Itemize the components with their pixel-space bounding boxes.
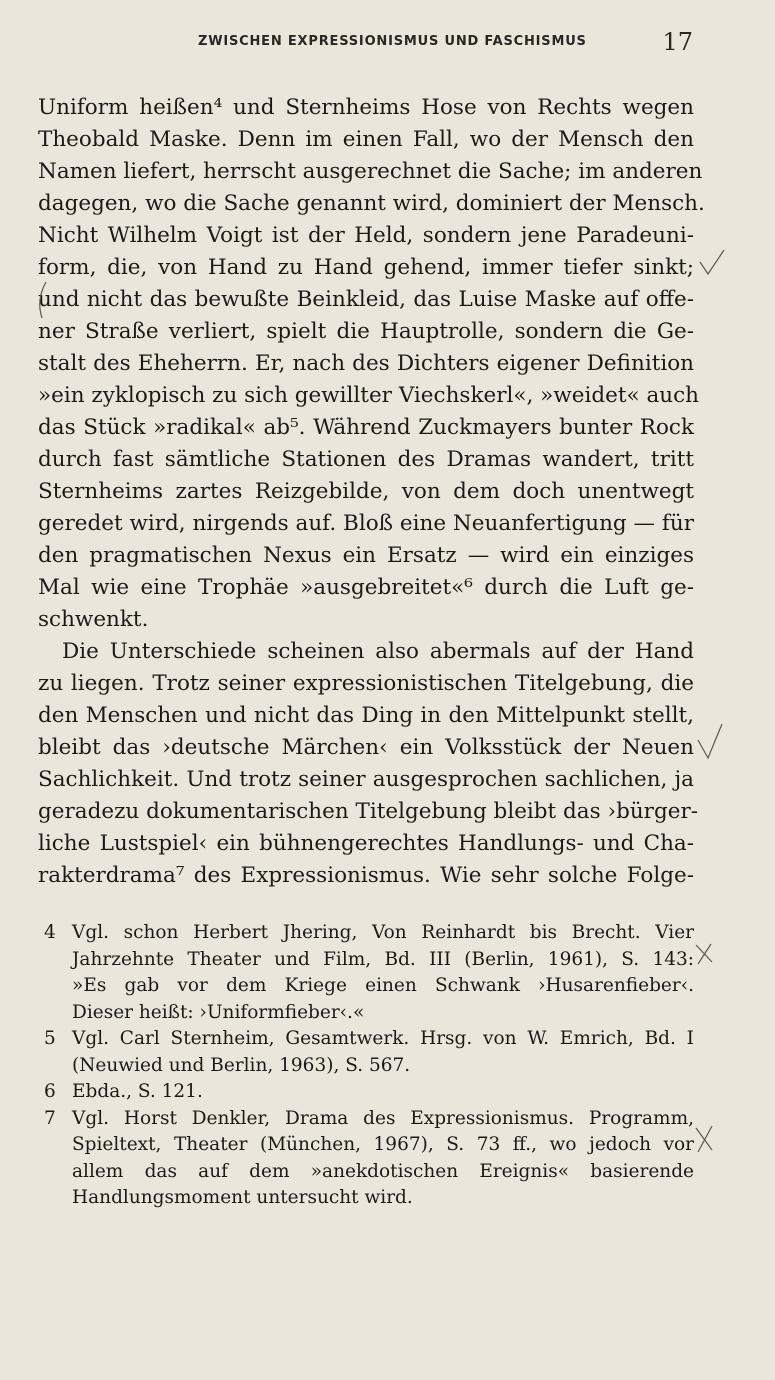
footnote-number: 7 [44, 1107, 56, 1129]
body-line: und nicht das bewußte Beinkleid, das Luise Maske auf offe- [38, 287, 694, 312]
page-header [38, 28, 693, 56]
footnote [44, 1106, 694, 1212]
body-line: ner Straße verliert, spielt die Hauptrolle, sondern die Ge- [38, 319, 694, 344]
body-line: den pragmatischen Nexus ein Ersatz — wird ein einziges [38, 543, 694, 568]
footnote-line: Ebda., S. 121. [72, 1081, 203, 1102]
body-text [38, 92, 705, 892]
body-line: liche Lustspiel‹ ein bühnengerechtes Handlungs- und Cha- [38, 831, 694, 856]
body-line: geredet wird, nirgends auf. Bloß eine Neuanfertigung — für [38, 511, 694, 536]
body-line: schwenkt. [38, 607, 149, 632]
body-line: Mal wie eine Trophäe »ausgebreitet«⁶ durch die Luft ge- [38, 575, 694, 600]
body-line: Die Unterschiede scheinen also abermals auf der Hand [62, 639, 694, 664]
body-line: »ein zyklopisch zu sich gewillter Viechskerl«, »weidet« auch [38, 383, 700, 408]
body-line: rakterdrama⁷ des Expressionismus. Wie sehr solche Folge- [38, 863, 694, 888]
body-line: Theobald Maske. Denn im einen Fall, wo der Mensch den [38, 127, 694, 152]
footnote-line: Handlungsmoment untersucht wird. [72, 1187, 413, 1208]
footnote-number: 5 [44, 1028, 56, 1049]
body-line: stalt des Eheherrn. Er, nach des Dichters eigener Definition [38, 351, 694, 376]
margin-cross-mark-icon [696, 944, 712, 964]
footnote-line: (Neuwied und Berlin, 1963), S. 567. [72, 1054, 411, 1076]
footnote-line: »Es gab vor dem Kriege einen Schwank ›Husarenfieber‹. [72, 975, 694, 996]
footnote-line: allem das auf dem »anekdotischen Ereignis« basierende [72, 1160, 694, 1182]
margin-cross-mark-icon [696, 1126, 712, 1152]
footnote [44, 1026, 694, 1079]
body-line: dagegen, wo die Sache genannt wird, dominiert der Mensch. [38, 191, 705, 216]
page-number: 17 [662, 28, 693, 56]
body-line: Namen liefert, herrscht ausgerechnet die Sache; im anderen [38, 159, 703, 184]
margin-check-mark-icon [700, 250, 724, 274]
body-line: Nicht Wilhelm Voigt ist der Held, sondern jene Paradeuni- [38, 223, 694, 248]
footnote-line: Vgl. schon Herbert Jhering, Von Reinhardt bis Brecht. Vier [72, 922, 694, 943]
body-line: den Menschen und nicht das Ding in den Mittelpunkt stellt, [38, 703, 694, 728]
margin-check-mark-icon [698, 724, 722, 758]
footnote [44, 920, 694, 1026]
body-line: Sachlichkeit. Und trotz seiner ausgesprochen sachlichen, ja [38, 767, 694, 792]
body-line: form, die, von Hand zu Hand gehend, immer tiefer sinkt; [38, 255, 694, 280]
body-line: das Stück »radikal« ab⁵. Während Zuckmayers bunter Rock [38, 415, 694, 440]
body-line: zu liegen. Trotz seiner expressionistischen Titelgebung, die [38, 671, 694, 696]
footnote-number: 6 [44, 1081, 56, 1102]
footnote-line: Dieser heißt: ›Uniformfieber‹.« [72, 1001, 365, 1023]
body-line: bleibt das ›deutsche Märchen‹ ein Volksstück der Neuen [38, 735, 694, 760]
footnote-line: Jahrzehnte Theater und Film, Bd. III (Berlin, 1961), S. 143: [72, 948, 694, 970]
footnote-line: Vgl. Horst Denkler, Drama des Expressionismus. Programm, [72, 1107, 694, 1129]
footnote [44, 1079, 694, 1106]
running-head: ZWISCHEN EXPRESSIONISMUS UND FASCHISMUS [198, 34, 587, 49]
body-line: durch fast sämtliche Stationen des Dramas wandert, tritt [38, 447, 694, 472]
footnote-number: 4 [44, 922, 56, 943]
body-line: Uniform heißen⁴ und Sternheims Hose von Rechts wegen [38, 95, 694, 120]
footnote-line: Vgl. Carl Sternheim, Gesamtwerk. Hrsg. von W. Emrich, Bd. I [72, 1028, 694, 1049]
body-line: geradezu dokumentarischen Titelgebung bleibt das ›bürger- [38, 799, 698, 824]
footnotes [44, 920, 694, 1212]
footnote-line: Spieltext, Theater (München, 1967), S. 73 ff., wo jedoch vor [72, 1134, 694, 1155]
body-line: Sternheims zartes Reizgebilde, von dem doch unentwegt [38, 479, 694, 504]
